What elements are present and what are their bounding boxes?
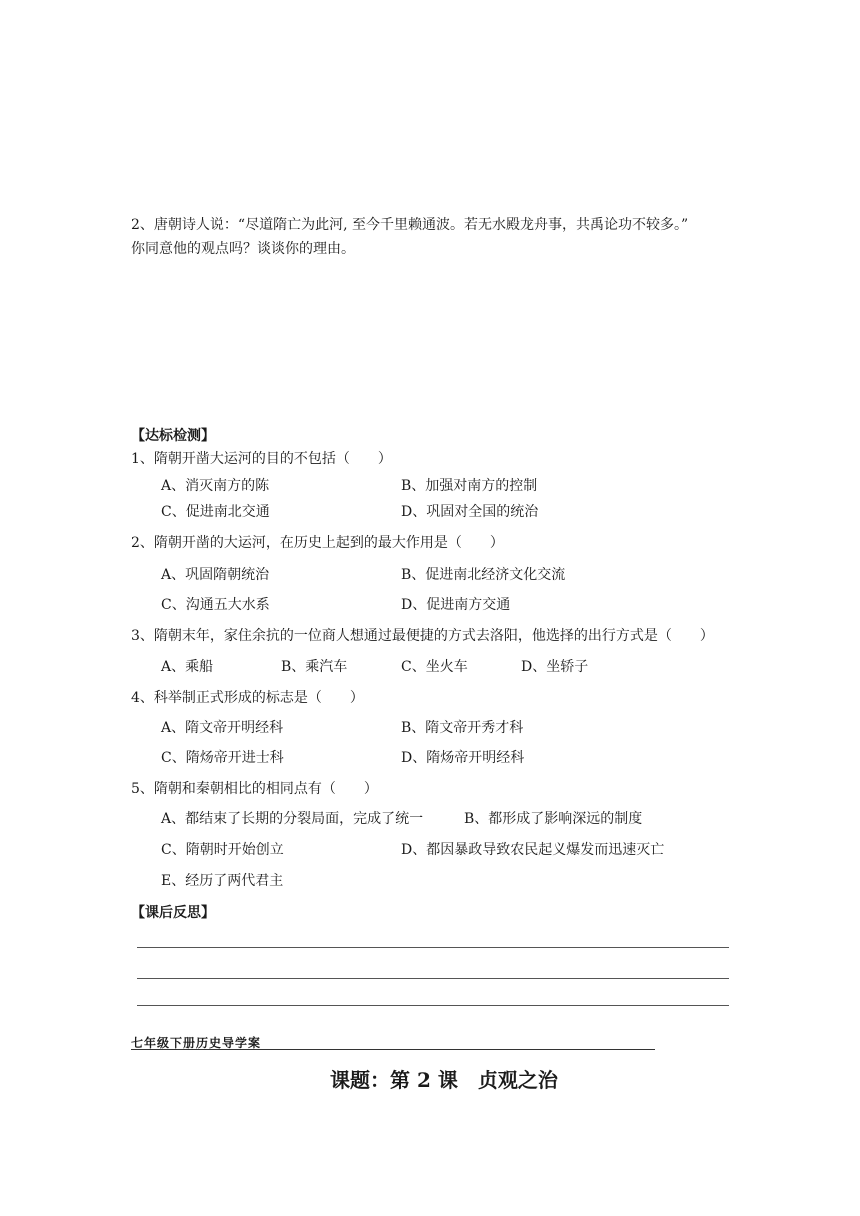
test-section-heading: 【达标检测】 (131, 428, 215, 444)
q4-option-d: D、隋炀帝开明经科 (401, 750, 525, 766)
question-2-line-2: 你同意他的观点吗？谈谈你的理由。 (131, 241, 355, 257)
q5-option-d: D、都因暴政导致农民起义爆发而迅速灭亡 (401, 842, 665, 858)
q5-option-c: C、隋朝时开始创立 (161, 842, 284, 858)
q2-option-d: D、促进南方交通 (401, 597, 511, 613)
q1-stem: 1、隋朝开凿大运河的目的不包括（ ） (131, 451, 392, 467)
q1-option-c: C、促进南北交通 (161, 504, 270, 520)
q5-stem: 5、隋朝和秦朝相比的相同点有（ ） (131, 781, 378, 797)
q4-option-a: A、隋文帝开明经科 (161, 720, 284, 736)
q4-stem: 4、科举制正式形成的标志是（ ） (131, 690, 364, 706)
q2-option-a: A、巩固隋朝统治 (161, 567, 270, 583)
q2-option-b: B、促进南北经济文化交流 (401, 567, 566, 583)
reflection-heading: 【课后反思】 (131, 905, 215, 921)
reflection-answer-line[interactable] (137, 1005, 729, 1006)
reflection-answer-line[interactable] (137, 978, 729, 979)
q5-option-b: B、都形成了影响深远的制度 (464, 811, 643, 827)
q5-option-e: E、经历了两代君主 (161, 873, 284, 889)
q3-option-c: C、坐火车 (401, 659, 468, 675)
question-2-line-1: 2、唐朝诗人说：“尽道隋亡为此河, 至今千里赖通波。若无水殿龙舟事，共禹论功不较多。” (131, 217, 689, 233)
q2-stem: 2、隋朝开凿的大运河，在历史上起到的最大作用是（ ） (131, 535, 504, 551)
q3-option-d: D、坐轿子 (521, 659, 589, 675)
q3-option-a: A、乘船 (161, 659, 214, 675)
q4-option-c: C、隋炀帝开进士科 (161, 750, 284, 766)
q3-option-b: B、乘汽车 (281, 659, 348, 675)
q1-option-d: D、巩固对全国的统治 (401, 504, 539, 520)
header-rule (131, 1049, 655, 1050)
course-label: 七年级下册历史导学案 (131, 1036, 262, 1050)
q4-option-b: B、隋文帝开秀才科 (401, 720, 524, 736)
q1-option-b: B、加强对南方的控制 (401, 478, 538, 494)
q1-option-a: A、消灭南方的陈 (161, 478, 270, 494)
lesson-title: 课题：第 2 课 贞观之治 (330, 1068, 558, 1092)
q5-option-a: A、都结束了长期的分裂局面，完成了统一 (161, 811, 424, 827)
reflection-answer-line[interactable] (137, 947, 729, 948)
q3-stem: 3、隋朝末年，家住余抗的一位商人想通过最便捷的方式去洛阳，他选择的出行方式是（ ） (131, 628, 714, 644)
q2-option-c: C、沟通五大水系 (161, 597, 270, 613)
